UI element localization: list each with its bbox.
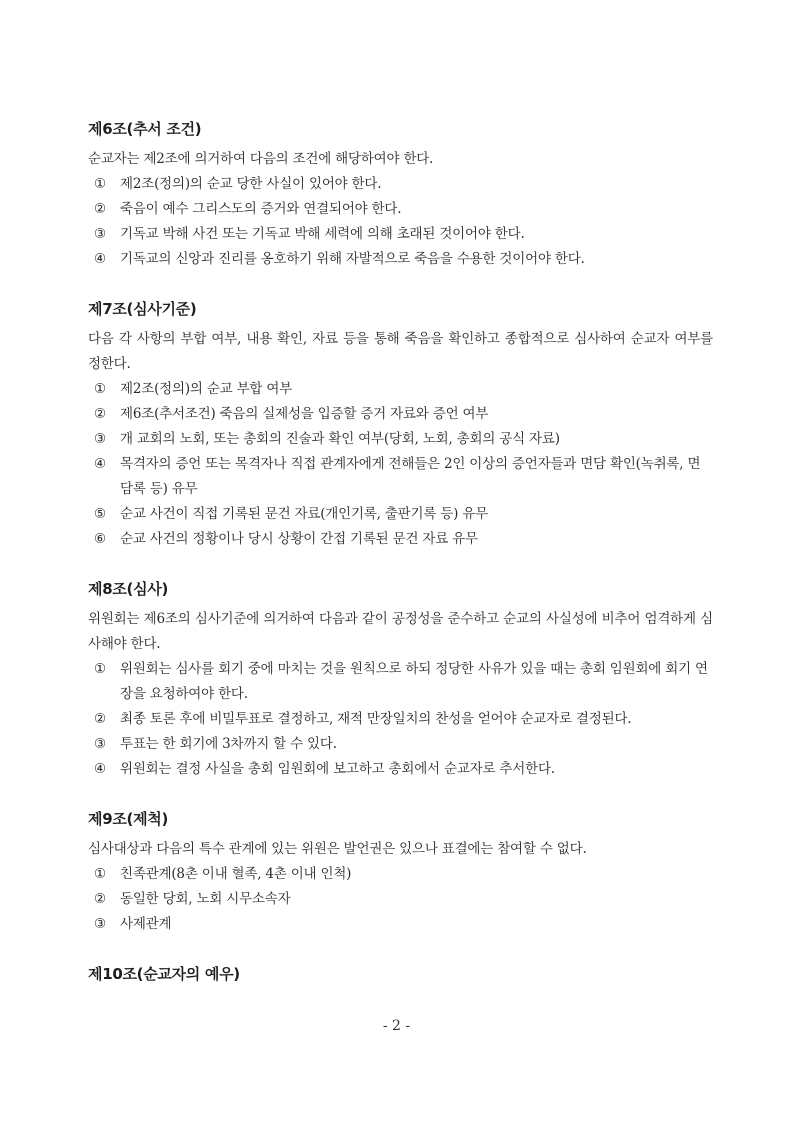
item-number: ④	[94, 251, 106, 267]
article-title: 제8조(심사)	[88, 580, 169, 598]
list-item	[88, 527, 713, 552]
item-text: 제2조(정의)의 순교 당한 사실이 있어야 한다.	[120, 176, 382, 192]
list-item	[88, 887, 713, 912]
article-title: 제10조(순교자의 예우)	[88, 965, 240, 983]
article-item-list	[88, 172, 713, 272]
list-item	[88, 912, 713, 937]
item-number: ①	[94, 381, 106, 397]
item-text: 위원회는 결정 사실을 총회 임원회에 보고하고 총회에서 순교자로 추서한다.	[120, 761, 555, 777]
list-item	[88, 172, 713, 197]
list-item	[88, 452, 713, 502]
item-text: 목격자의 증언 또는 목격자나 직접 관계자에게 전해들은 2인 이상의 증언자들과 면담 확인(녹취록, 면담록 등) 유무	[120, 456, 701, 497]
article-section	[88, 808, 713, 937]
item-number: ③	[94, 431, 106, 447]
item-number: ⑤	[94, 506, 106, 522]
item-text: 제2조(정의)의 순교 부합 여부	[120, 381, 293, 397]
item-text: 기독교의 신앙과 진리를 옹호하기 위해 자발적으로 죽음을 수용한 것이어야 한다.	[120, 251, 585, 267]
item-number: ②	[94, 711, 106, 727]
item-text: 개 교회의 노회, 또는 총회의 진술과 확인 여부(당회, 노회, 총회의 공식 자료)	[120, 431, 560, 447]
article-section	[88, 963, 713, 984]
article-item-list	[88, 377, 713, 552]
item-text: 사제관계	[120, 916, 172, 932]
list-item	[88, 247, 713, 272]
item-number: ②	[94, 406, 106, 422]
item-number: ④	[94, 456, 106, 472]
item-text: 순교 사건이 직접 기록된 문건 자료(개인기록, 출판기록 등) 유무	[120, 506, 488, 522]
list-item	[88, 757, 713, 782]
list-item	[88, 657, 713, 707]
list-item	[88, 402, 713, 427]
item-text: 기독교 박해 사건 또는 기독교 박해 세력에 의해 초래된 것이어야 한다.	[120, 226, 525, 242]
article-title: 제9조(제척)	[88, 810, 169, 828]
article-intro: 심사대상과 다음의 특수 관계에 있는 위원은 발언권은 있으나 표결에는 참여할 수 없다.	[88, 841, 587, 857]
article-intro: 위원회는 제6조의 심사기준에 의거하여 다음과 같이 공정성을 준수하고 순교의 사실성에 비추어 엄격하게 심사해야 한다.	[88, 611, 713, 652]
item-number: ②	[94, 201, 106, 217]
article-intro: 다음 각 사항의 부합 여부, 내용 확인, 자료 등을 통해 죽음을 확인하고 종합적으로 심사하여 순교자 여부를 정한다.	[88, 331, 713, 372]
item-number: ③	[94, 736, 106, 752]
article-title: 제7조(심사기준)	[88, 300, 197, 318]
item-number: ①	[94, 866, 106, 882]
item-text: 투표는 한 회기에 3차까지 할 수 있다.	[120, 736, 337, 752]
list-item	[88, 427, 713, 452]
article-section	[88, 578, 713, 782]
item-text: 죽음이 예수 그리스도의 증거와 연결되어야 한다.	[120, 201, 402, 217]
article-intro: 순교자는 제2조에 의거하여 다음의 조건에 해당하여야 한다.	[88, 151, 434, 167]
article-title: 제6조(추서 조건)	[88, 120, 202, 138]
list-item	[88, 732, 713, 757]
article-section	[88, 298, 713, 552]
list-item	[88, 862, 713, 887]
item-number: ①	[94, 661, 106, 677]
item-number: ①	[94, 176, 106, 192]
item-text: 최종 토론 후에 비밀투표로 결정하고, 재적 만장일치의 찬성을 얻어야 순교자로 결정된다.	[120, 711, 632, 727]
item-number: ②	[94, 891, 106, 907]
item-text: 위원회는 심사를 회기 중에 마치는 것을 원칙으로 하되 정당한 사유가 있을 때는 총회 임원회에 회기 연장을 요청하여야 한다.	[120, 661, 708, 702]
item-number: ③	[94, 226, 106, 242]
item-text: 동일한 당회, 노회 시무소속자	[120, 891, 291, 907]
item-text: 순교 사건의 정황이나 당시 상황이 간접 기록된 문건 자료 유무	[120, 531, 478, 547]
item-number: ③	[94, 916, 106, 932]
list-item	[88, 502, 713, 527]
page-number: - 2 -	[382, 1018, 411, 1034]
item-text: 제6조(추서조건) 죽음의 실제성을 입증할 증거 자료와 증언 여부	[120, 406, 489, 422]
item-number: ④	[94, 761, 106, 777]
list-item	[88, 222, 713, 247]
list-item	[88, 377, 713, 402]
article-section	[88, 118, 713, 272]
article-item-list	[88, 862, 713, 937]
list-item	[88, 197, 713, 222]
document-body	[88, 118, 713, 1010]
item-number: ⑥	[94, 531, 106, 547]
article-item-list	[88, 657, 713, 782]
item-text: 친족관계(8촌 이내 혈족, 4촌 이내 인척)	[120, 866, 352, 882]
list-item	[88, 707, 713, 732]
